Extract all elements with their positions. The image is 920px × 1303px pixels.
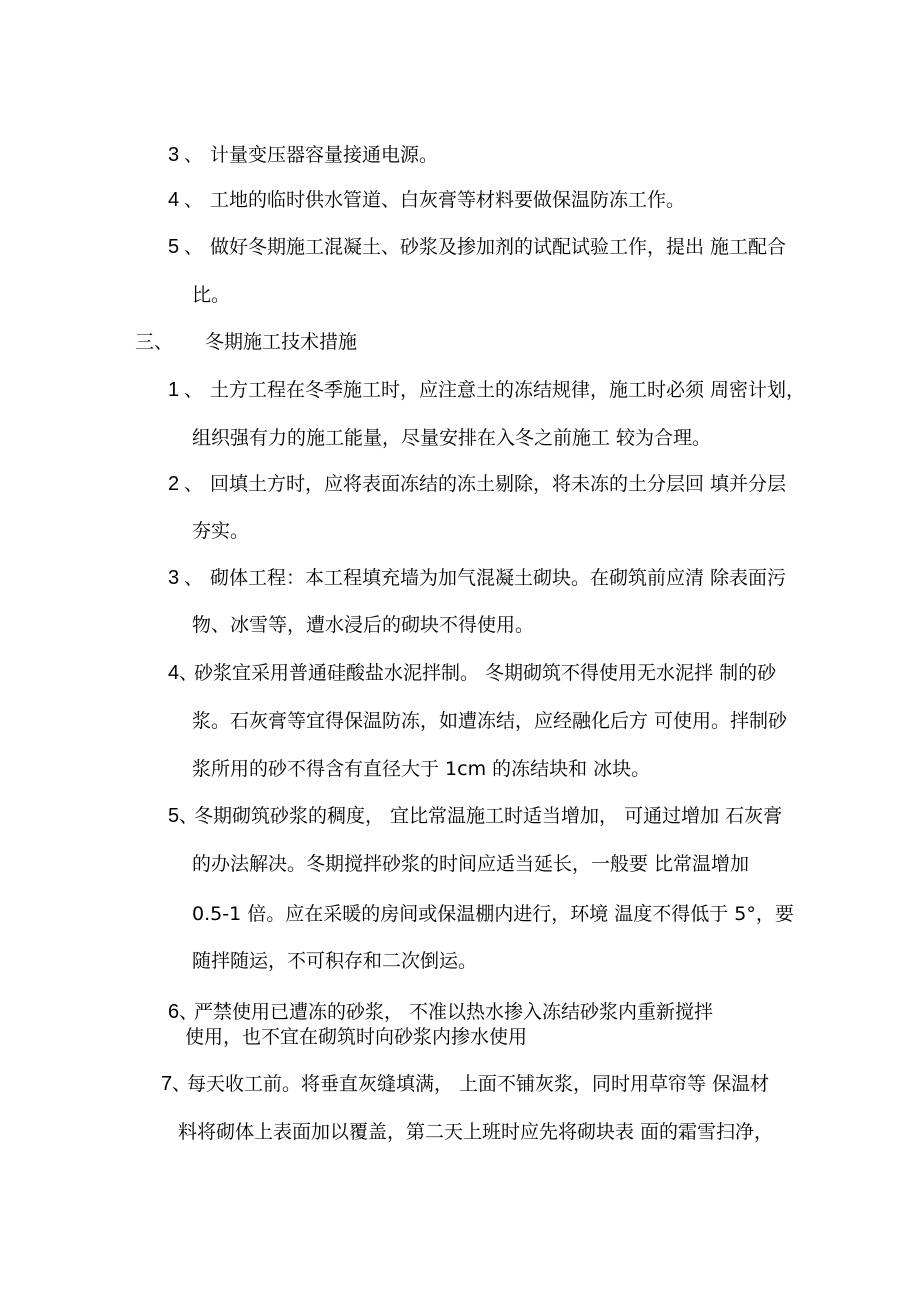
item-number: 4 (168, 662, 180, 684)
item-number: 7 (161, 1073, 173, 1095)
item-separator: 、 (184, 236, 204, 258)
item-separator: 、 (184, 189, 204, 211)
item-text-continuation: 0.5-1 倍。应在采暖的房间或保温棚内进行，环境 温度不得低于 5°，要 (192, 903, 794, 925)
item-text-continuation: 夯实。 (192, 520, 250, 542)
item-text: 做好冬期施工混凝土、砂浆及掺加剂的试配试验工作，提出 施工配合 (210, 236, 787, 258)
item-separator: 、 (179, 662, 199, 684)
item-text-continuation: 浆所用的砂不得含有直径大于 1cm 的冻结块和 冰块。 (192, 758, 651, 780)
item-text: 严禁使用已遭冻的砂浆， 不准以热水掺入冻结砂浆内重新搅拌 (194, 1001, 714, 1023)
item-text: 计量变压器容量接通电源。 (210, 144, 439, 166)
item-number: 5 (168, 805, 180, 827)
item-text: 砂浆宜采用普通硅酸盐水泥拌制。 冬期砌筑不得使用无水泥拌 制的砂 (194, 662, 777, 684)
item-number: 3 (168, 567, 180, 589)
item-separator: 、 (184, 567, 204, 589)
item-text: 土方工程在冬季施工时，应注意土的冻结规律，施工时必须 周密计划， (210, 379, 806, 401)
item-number: 4 (168, 189, 180, 211)
item-separator: 、 (179, 1001, 199, 1023)
item-text-continuation: 的办法解决。冬期搅拌砂浆的时间应适当延长，一般要 比常温增加 (192, 853, 750, 875)
item-text: 每天收工前。将垂直灰缝填满， 上面不铺灰浆，同时用草帘等 保温材 (187, 1073, 770, 1095)
item-text: 回填土方时，应将表面冻结的冻土剔除，将未冻的土分层回 填并分层 (210, 473, 787, 495)
item-text-continuation: 料将砌体上表面加以覆盖，第二天上班时应先将砌块表 面的霜雪扫净， (178, 1121, 774, 1143)
item-text: 砌体工程：本工程填充墙为加气混凝土砌块。在砌筑前应清 除表面污 (210, 567, 787, 589)
item-number: 2 (168, 473, 180, 495)
item-text-continuation: 组织强有力的施工能量，尽量安排在入冬之前施工 较为合理。 (192, 427, 712, 449)
section-title: 冬期施工技术措施 (205, 331, 358, 353)
item-text-continuation: 比。 (192, 284, 231, 306)
item-separator: 、 (172, 1073, 192, 1095)
item-separator: 、 (179, 805, 199, 827)
item-number: 1 (168, 379, 180, 401)
item-text: 冬期砌筑砂浆的稠度， 宜比常温施工时适当增加， 可通过增加 石灰膏 (194, 805, 783, 827)
item-text-continuation: 物、冰雪等，遭水浸后的砌块不得使用。 (192, 614, 535, 636)
item-text-continuation: 随拌随运，不可积存和二次倒运。 (192, 950, 478, 972)
item-separator: 、 (184, 473, 204, 495)
item-text-continuation: 使用，也不宜在砌筑时向砂浆内掺水使用 (185, 1026, 528, 1048)
item-separator: 、 (184, 379, 204, 401)
item-number: 6 (168, 1001, 180, 1023)
section-number: 三、 (135, 331, 174, 353)
item-text: 工地的临时供水管道、白灰膏等材料要做保温防冻工作。 (210, 189, 686, 211)
item-separator: 、 (184, 144, 204, 166)
item-number: 5 (168, 236, 180, 258)
item-text-continuation: 浆。石灰膏等宜得保温防冻，如遭冻结，应经融化后方 可使用。拌制砂 (192, 710, 788, 732)
item-number: 3 (168, 144, 180, 166)
